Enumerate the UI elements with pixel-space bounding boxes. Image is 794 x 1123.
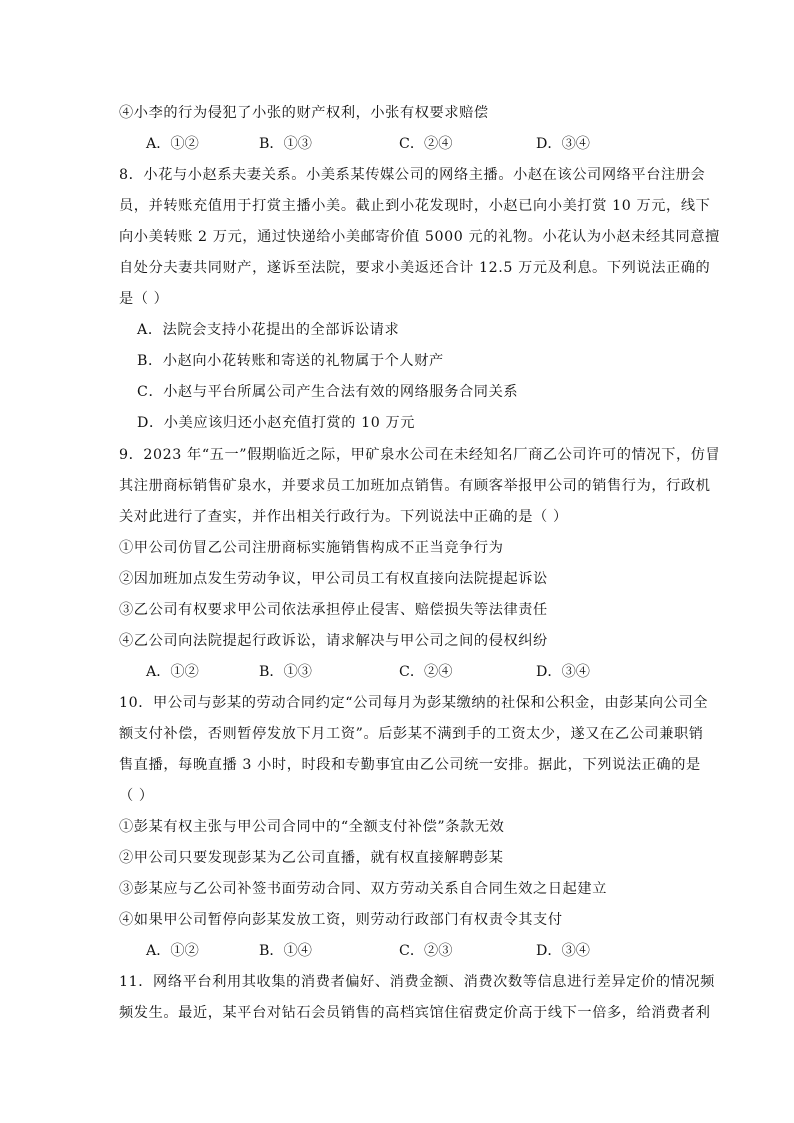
q8-option-c[interactable]: C．小赵与平台所属公司产生合法有效的网络服务合同关系 bbox=[137, 384, 519, 400]
q10-statement-3: ③彭某应与乙公司补签书面劳动合同、双方劳动关系自合同生效之日起建立 bbox=[119, 881, 607, 897]
q7-option-a[interactable]: A．①② bbox=[146, 136, 199, 152]
q9-option-c[interactable]: C．②④ bbox=[399, 664, 453, 680]
q7-option-c[interactable]: C．②④ bbox=[399, 136, 453, 152]
q8-stem-line-2: 员，并转账充值用于打赏主播小美。截止到小花发现时，小赵已向小美打赏 10 万元，线下 bbox=[119, 198, 711, 214]
q9-statement-3: ③乙公司有权要求甲公司依法承担停止侵害、赔偿损失等法律责任 bbox=[119, 602, 548, 618]
q8-option-b[interactable]: B．小赵向小花转账和寄送的礼物属于个人财产 bbox=[137, 353, 444, 369]
q11-stem-line-1: 11．网络平台利用其收集的消费者偏好、消费金额、消费次数等信息进行差异定价的情况频 bbox=[119, 974, 715, 990]
q7-option-d[interactable]: D．③④ bbox=[536, 136, 590, 152]
q8-option-a[interactable]: A．法院会支持小花提出的全部诉讼请求 bbox=[137, 322, 400, 338]
q7-statement-4: ④小李的行为侵犯了小张的财产权利，小张有权要求赔偿 bbox=[119, 105, 489, 121]
q9-statement-4: ④乙公司向法院提起行政诉讼，请求解决与甲公司之间的侵权纠纷 bbox=[119, 633, 548, 649]
q10-statement-2: ②甲公司只要发现彭某为乙公司直播，就有权直接解聘彭某 bbox=[119, 850, 504, 866]
q8-option-d[interactable]: D．小美应该归还小赵充值打赏的 10 万元 bbox=[137, 415, 416, 431]
q8-stem-line-4: 自处分夫妻共同财产，遂诉至法院，要求小美返还合计 12.5 万元及利息。下列说法正确的 bbox=[119, 260, 711, 276]
q9-statement-1: ①甲公司仿冒乙公司注册商标实施销售构成不正当竞争行为 bbox=[119, 540, 504, 556]
q10-option-b[interactable]: B．①④ bbox=[259, 943, 312, 959]
q8-stem-line-5: 是（ ） bbox=[119, 291, 169, 307]
q10-statement-1: ①彭某有权主张与甲公司合同中的“全额支付补偿”条款无效 bbox=[119, 819, 505, 835]
q10-stem-line-2: 额支付补偿，否则暂停发放下月工资”。后彭某不满到手的工资太少，遂又在乙公司兼职销 bbox=[119, 726, 704, 742]
q10-option-c[interactable]: C．②③ bbox=[399, 943, 453, 959]
q10-option-a[interactable]: A．①② bbox=[146, 943, 199, 959]
q10-stem-line-3: 售直播，每晚直播 3 小时，时段和专勤事宜由乙公司统一安排。据此，下列说法正确的是 bbox=[119, 757, 701, 773]
q10-stem-line-1: 10．甲公司与彭某的劳动合同约定“公司每月为彭某缴纳的社保和公积金，由彭某向公司全 bbox=[119, 695, 709, 711]
q9-stem-line-2: 其注册商标销售矿泉水，并要求员工加班加点销售。有顾客举报甲公司的销售行为，行政机 bbox=[119, 478, 711, 494]
q9-stem-line-1: 9．2023 年“五一”假期临近之际，甲矿泉水公司在未经知名厂商乙公司许可的情况下，仿冒 bbox=[119, 447, 721, 463]
q9-option-b[interactable]: B．①③ bbox=[259, 664, 312, 680]
q9-stem-line-3: 关对此进行了查实，并作出相关行政行为。下列说法中正确的是（ ） bbox=[119, 509, 568, 525]
q11-stem-line-2: 频发生。最近，某平台对钻石会员销售的高档宾馆住宿费定价高于线下一倍多，给消费者利 bbox=[119, 1005, 711, 1021]
q9-option-d[interactable]: D．③④ bbox=[536, 664, 590, 680]
q9-statement-2: ②因加班加点发生劳动争议，甲公司员工有权直接向法院提起诉讼 bbox=[119, 571, 548, 587]
q8-stem-line-3: 向小美转账 2 万元，通过快递给小美邮寄价值 5000 元的礼物。小花认为小赵未经其同意擅 bbox=[119, 229, 720, 245]
q8-stem-line-1: 8．小花与小赵系夫妻关系。小美系某传媒公司的网络主播。小赵在该公司网络平台注册会 bbox=[119, 167, 706, 183]
q10-statement-4: ④如果甲公司暂停向彭某发放工资，则劳动行政部门有权责令其支付 bbox=[119, 912, 563, 928]
q9-option-a[interactable]: A．①② bbox=[146, 664, 199, 680]
q10-stem-line-4: （ ） bbox=[119, 788, 154, 804]
q7-option-b[interactable]: B．①③ bbox=[259, 136, 312, 152]
q10-option-d[interactable]: D．③④ bbox=[536, 943, 590, 959]
